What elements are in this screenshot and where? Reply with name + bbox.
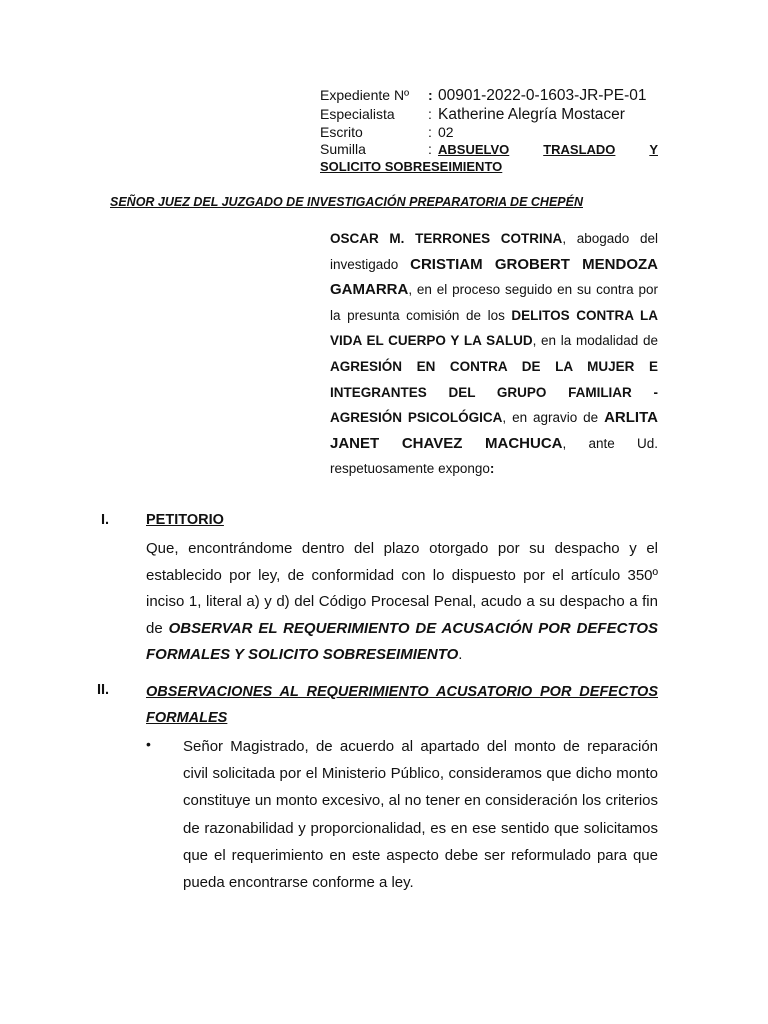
intro-text: , abogado del investigado [330, 231, 658, 272]
crime-modality: AGRESIÓN EN CONTRA DE LA MUJER E INTEGRANTES DEL GRUPO FAMILIAR - AGRESIÓN PSICOLÓGICA [330, 358, 658, 426]
petitorio-paragraph [146, 536, 658, 669]
expediente-row [320, 86, 658, 105]
escrito-label: Escrito [320, 124, 363, 140]
especialista-row [320, 105, 658, 124]
section-title-observaciones: OBSERVACIONES AL REQUERIMIENTO ACUSATORIO POR DEFECTOS FORMALES [146, 684, 658, 726]
expediente-value: 00901-2022-0-1603-JR-PE-01 [438, 87, 647, 104]
colon: : [428, 106, 432, 122]
colon: : [428, 87, 433, 103]
accused-name: CRISTIAM GROBERT MENDOZA GAMARRA [330, 255, 658, 299]
petitorio-end: . [458, 646, 463, 664]
sumilla-value-line2: SOLICITO SOBRESEIMIENTO [320, 159, 503, 174]
expediente-label: Expediente Nº [320, 87, 410, 103]
intro-text: , ante Ud. respetuosamente expongo [330, 435, 658, 477]
especialista-label: Especialista [320, 106, 395, 122]
observation-paragraph: Señor Magistrado, de acuerdo al apartado del monto de reparación civil solicitada por el Ministerio Público, consideramos que dicho monto constituye un monto excesivo, al no tener en consideración los criterios de razonabilidad y proporcionalidad, es en ese sentido que solicitamos que el requerimiento en este aspecto debe ser reformulado para que pueda encontrarse conforme a ley. [183, 738, 658, 892]
intro-text: , en la modalidad de [532, 333, 658, 349]
escrito-row [320, 124, 658, 141]
case-header [320, 86, 658, 175]
section-title-petitorio: PETITORIO [146, 512, 224, 528]
sumilla-value [438, 141, 658, 158]
sumilla-row [320, 141, 658, 158]
especialista-value: Katherine Alegría Mostacer [438, 106, 625, 123]
intro-colon: : [489, 461, 495, 477]
crime-name: DELITOS CONTRA LA VIDA EL CUERPO Y LA SALUD [330, 307, 659, 349]
sumilla-label: Sumilla [320, 141, 366, 157]
intro-text: , en el proceso seguido en su contra por la presunta comisión de los [330, 282, 658, 323]
sumilla-word: Y [649, 142, 658, 157]
petitorio-emphasis: OBSERVAR EL REQUERIMIENTO DE ACUSACIÓN POR DEFECTOS FORMALES Y SOLICITO SOBRESEIMIENTO [146, 619, 658, 664]
court-addressee: SEÑOR JUEZ DEL JUZGADO DE INVESTIGACIÓN PREPARATORIA DE CHEPÉN [110, 195, 583, 209]
sumilla-word: TRASLADO [543, 142, 616, 157]
colon: : [428, 141, 432, 157]
colon: : [428, 124, 432, 140]
section-number: II. [97, 682, 110, 698]
section-number: I. [101, 512, 110, 528]
intro-text: , en agravio de [502, 410, 605, 426]
intro-paragraph [330, 226, 658, 482]
sumilla-word: ABSUELVO [438, 142, 510, 157]
bullet-icon: • [146, 736, 151, 752]
victim-name: ARLITA JANET CHAVEZ MACHUCA [330, 409, 658, 452]
lawyer-name: OSCAR M. TERRONES COTRINA [330, 231, 563, 246]
escrito-value: 02 [438, 124, 454, 140]
petitorio-text: Que, encontrándome dentro del plazo otorgado por su despacho y el establecido por ley, de conformidad con lo dispuesto por el artículo 350º inciso 1, literal a) y d) del Código Procesal Penal, acudo a su despacho a fin de [146, 540, 658, 637]
